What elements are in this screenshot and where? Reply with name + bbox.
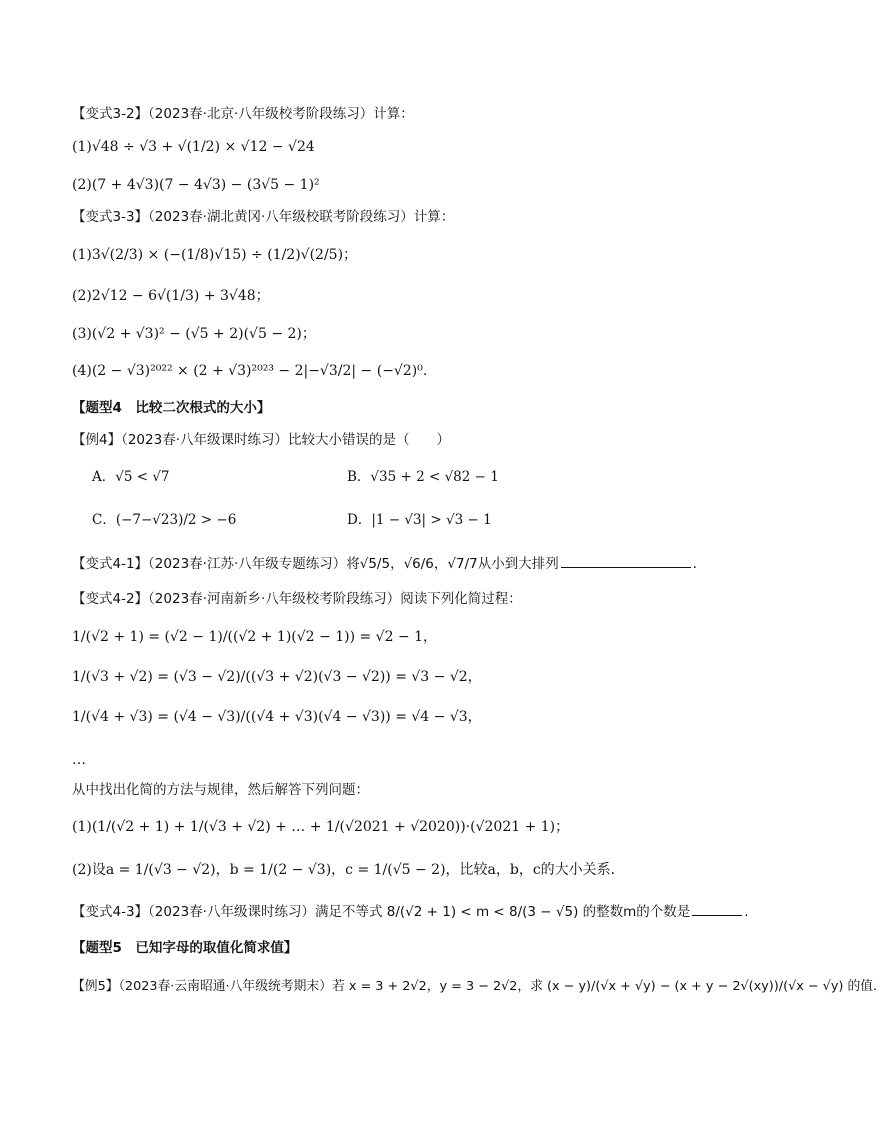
variant-4-3-text: 【变式4-3】（2023春·八年级课时练习）满足不等式 8/(√2 + 1) < m < 8/(3 − √5) 的整数m的个数是 <box>72 904 691 920</box>
example-5-question: 【例5】（2023春·云南昭通·八年级统考期末）若 x = 3 + 2√2，y = 3 − 2√2，求 (x − y)/(√x + √y) − (x + y − 2√(xy))/(√x − √y) 的值． <box>72 979 886 994</box>
variant-4-2-line-1: 1/(√2 + 1) = (√2 − 1)/((√2 + 1)(√2 − 1)) = √2 − 1， <box>72 629 438 645</box>
variant-3-3-question-3: (3)(√2 + √3)² − (√5 + 2)(√5 − 2)； <box>72 326 316 342</box>
variant-3-2-question-2: (2)(7 + 4√3)(7 − 4√3) − (3√5 − 1)² <box>72 177 320 193</box>
answer-blank[interactable] <box>561 553 691 568</box>
variant-4-1-end: ． <box>692 556 707 572</box>
variant-4-2-heading: 【变式4-2】（2023春·河南新乡·八年级校考阶段练习）阅读下列化简过程： <box>72 591 522 607</box>
example-4-option-a: A．√5 < √7 <box>92 469 170 485</box>
variant-4-2-line-2: 1/(√3 + √2) = (√3 − √2)/((√3 + √2)(√3 − √2)) = √3 − √2， <box>72 669 482 685</box>
topic-5-heading: 【题型5 已知字母的取值化简求值】 <box>72 940 298 956</box>
variant-4-2-line-3: 1/(√4 + √3) = (√4 − √3)/((√4 + √3)(√4 − √3)) = √4 − √3， <box>72 709 482 725</box>
example-4-option-b: B．√35 + 2 < √82 − 1 <box>347 469 499 485</box>
example-4-heading: 【例4】（2023春·八年级课时练习）比较大小错误的是（ ） <box>72 432 450 448</box>
variant-4-2-question-2: (2)设a = 1/(√3 − √2)，b = 1/(2 − √3)，c = 1/(√5 − 2)，比较a，b，c的大小关系． <box>72 862 625 878</box>
answer-blank[interactable] <box>692 901 742 916</box>
variant-3-3-question-2: (2)2√12 − 6√(1/3) + 3√48； <box>72 288 270 304</box>
variant-3-2-question-1: (1)√48 ÷ √3 + √(1/2) × √12 − √24 <box>72 139 315 155</box>
variant-3-2-heading: 【变式3-2】（2023春·北京·八年级校考阶段练习）计算： <box>72 106 414 122</box>
variant-4-1-question <box>72 553 706 574</box>
variant-4-3-end: ． <box>744 904 758 920</box>
topic-4-heading: 【题型4 比较二次根式的大小】 <box>72 400 271 416</box>
example-4-option-c: C．(−7−√23)/2 > −6 <box>92 512 237 528</box>
variant-3-3-question-1: (1)3√(2/3) × (−(1/8)√15) ÷ (1/2)√(2/5)； <box>72 247 358 263</box>
variant-4-2-ellipsis: … <box>72 752 86 768</box>
example-4-option-d: D．|1 − √3| > √3 − 1 <box>347 512 492 528</box>
variant-3-3-heading: 【变式3-3】（2023春·湖北黄冈·八年级校联考阶段练习）计算： <box>72 209 455 225</box>
variant-4-3-question <box>72 901 758 922</box>
variant-3-3-question-4: (4)(2 − √3)²⁰²² × (2 + √3)²⁰²³ − 2|−√3/2| − (−√2)⁰. <box>72 363 428 379</box>
variant-4-2-question-1: (1)(1/(√2 + 1) + 1/(√3 + √2) + … + 1/(√2021 + √2020))·(√2021 + 1)； <box>72 819 570 835</box>
variant-4-2-task: 从中找出化简的方法与规律，然后解答下列问题： <box>72 782 369 798</box>
variant-4-1-text: 【变式4-1】（2023春·江苏·八年级专题练习）将√5/5，√6/6，√7/7从小到大排列 <box>72 556 559 572</box>
